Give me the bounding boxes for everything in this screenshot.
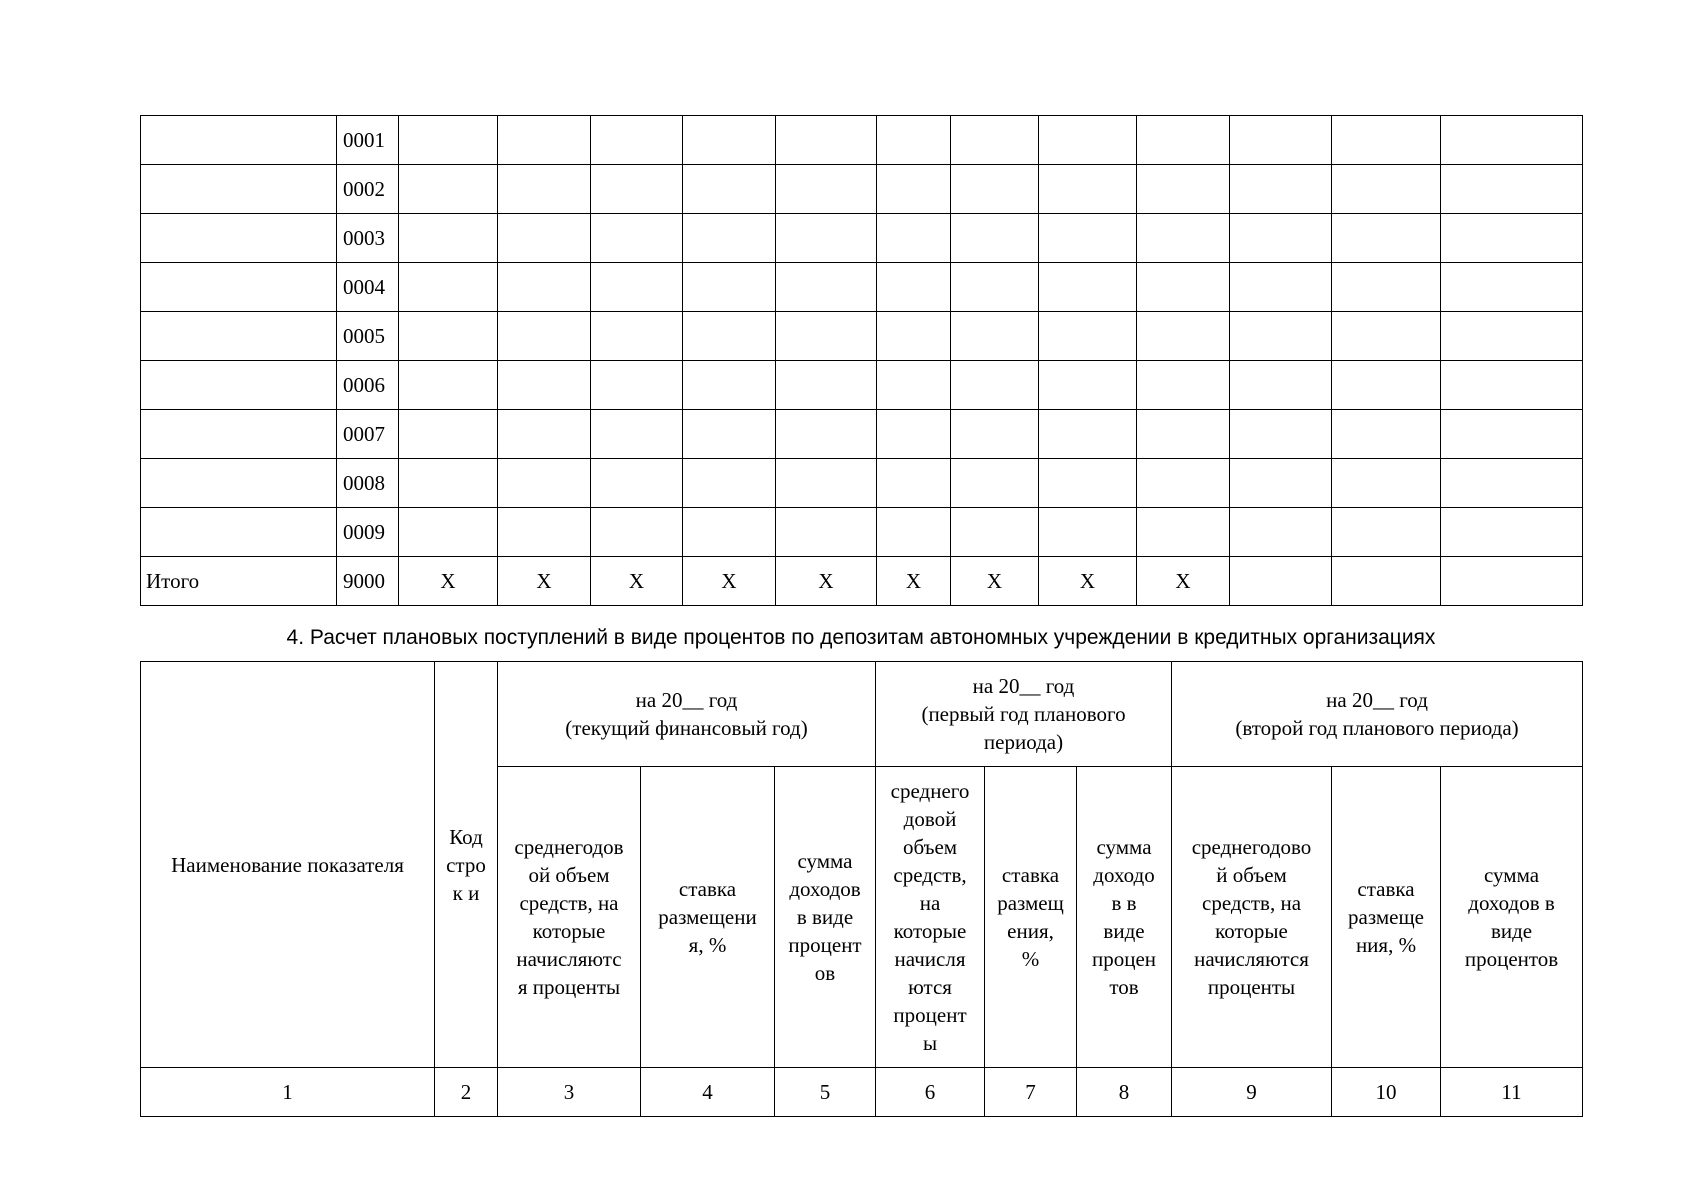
data-cell — [1137, 263, 1230, 312]
total-x-mark: Х — [399, 557, 498, 606]
deposit-interest-table — [140, 661, 1583, 1117]
data-cell — [951, 312, 1039, 361]
subheader-average-volume: среднегодов ой объем средств, на которые начисляютс я проценты — [498, 767, 641, 1068]
data-cell — [776, 410, 877, 459]
data-cell — [399, 312, 498, 361]
column-number: 6 — [876, 1068, 985, 1117]
data-cell — [951, 116, 1039, 165]
data-cell — [1441, 312, 1583, 361]
data-cell — [1332, 165, 1441, 214]
row-code-cell: 9000 — [337, 557, 399, 606]
column-number: 2 — [435, 1068, 498, 1117]
row-name-cell — [141, 508, 337, 557]
data-cell — [498, 263, 591, 312]
row-code-cell: 0004 — [337, 263, 399, 312]
column-number: 4 — [641, 1068, 775, 1117]
subheader-income-sum: сумма доходов в виде процентов — [1441, 767, 1583, 1068]
row-name-cell — [141, 459, 337, 508]
data-cell — [776, 361, 877, 410]
data-cell — [498, 361, 591, 410]
data-cell — [399, 508, 498, 557]
data-cell — [776, 165, 877, 214]
column-number: 9 — [1172, 1068, 1332, 1117]
header-indicator-name: Наименование показателя — [141, 662, 435, 1068]
data-cell — [951, 459, 1039, 508]
data-cell — [877, 508, 951, 557]
data-cell — [683, 508, 776, 557]
column-number: 5 — [775, 1068, 876, 1117]
header-period-second-plan-year: на 20__ год (второй год планового периода) — [1172, 662, 1583, 767]
data-cell — [776, 312, 877, 361]
data-cell — [498, 508, 591, 557]
data-cell — [1039, 312, 1137, 361]
data-cell — [1039, 165, 1137, 214]
table-row — [141, 116, 1583, 165]
data-cell — [1441, 116, 1583, 165]
data-cell — [877, 263, 951, 312]
data-cell — [591, 263, 683, 312]
data-cell — [1039, 116, 1137, 165]
data-cell — [498, 116, 591, 165]
column-number: 11 — [1441, 1068, 1583, 1117]
data-cell — [683, 116, 776, 165]
data-cell — [591, 214, 683, 263]
data-cell — [951, 214, 1039, 263]
total-row — [141, 557, 1583, 606]
section-title: 4. Расчет плановых поступлений в виде процентов по депозитам автономных учреждении в кредитных организациях — [286, 626, 1436, 649]
data-cell — [683, 410, 776, 459]
total-x-mark: Х — [1039, 557, 1137, 606]
data-cell — [1230, 557, 1332, 606]
data-cell — [776, 459, 877, 508]
data-cell — [1230, 165, 1332, 214]
data-cell — [1039, 361, 1137, 410]
data-cell — [1137, 214, 1230, 263]
data-cell — [951, 165, 1039, 214]
total-x-mark: Х — [1137, 557, 1230, 606]
data-cell — [498, 165, 591, 214]
income-table-top — [140, 115, 1583, 606]
data-cell — [776, 116, 877, 165]
row-code-cell: 0005 — [337, 312, 399, 361]
data-cell — [1230, 263, 1332, 312]
data-cell — [399, 410, 498, 459]
data-cell — [1137, 361, 1230, 410]
row-name-cell — [141, 214, 337, 263]
total-x-mark: Х — [498, 557, 591, 606]
data-cell — [1230, 361, 1332, 410]
subheader-rate: ставка размещ ения, % — [985, 767, 1077, 1068]
data-cell — [1137, 459, 1230, 508]
data-cell — [498, 214, 591, 263]
subheader-average-volume: среднего довой объем средств, на которые начисля ются процент ы — [876, 767, 985, 1068]
table-row — [141, 214, 1583, 263]
row-name-cell — [141, 312, 337, 361]
data-cell — [1039, 214, 1137, 263]
data-cell — [683, 263, 776, 312]
data-cell — [1137, 312, 1230, 361]
data-cell — [498, 410, 591, 459]
subheader-income-sum: сумма доходо в в виде процен тов — [1077, 767, 1172, 1068]
row-code-cell: 0008 — [337, 459, 399, 508]
data-cell — [399, 165, 498, 214]
total-x-mark: Х — [591, 557, 683, 606]
data-cell — [1230, 312, 1332, 361]
data-cell — [1332, 361, 1441, 410]
data-cell — [776, 214, 877, 263]
data-cell — [1441, 165, 1583, 214]
data-cell — [683, 214, 776, 263]
header-row-code: Код стро к и — [435, 662, 498, 1068]
data-cell — [1137, 116, 1230, 165]
data-cell — [1441, 459, 1583, 508]
column-number: 1 — [141, 1068, 435, 1117]
subheader-rate: ставка размеще ния, % — [1332, 767, 1441, 1068]
header-period-first-plan-year: на 20__ год (первый год планового периода) — [876, 662, 1172, 767]
data-cell — [1332, 459, 1441, 508]
data-cell — [1332, 508, 1441, 557]
data-cell — [399, 263, 498, 312]
data-cell — [877, 214, 951, 263]
table-row — [141, 459, 1583, 508]
data-cell — [1332, 410, 1441, 459]
data-cell — [1039, 263, 1137, 312]
data-cell — [1332, 312, 1441, 361]
data-cell — [877, 410, 951, 459]
row-code-cell: 0002 — [337, 165, 399, 214]
data-cell — [1332, 263, 1441, 312]
data-cell — [877, 312, 951, 361]
row-name-cell — [141, 410, 337, 459]
data-cell — [1230, 214, 1332, 263]
data-cell — [399, 459, 498, 508]
data-cell — [1039, 410, 1137, 459]
table-row — [141, 508, 1583, 557]
data-cell — [1332, 214, 1441, 263]
row-code-cell: 0007 — [337, 410, 399, 459]
data-cell — [1441, 508, 1583, 557]
table-row — [141, 312, 1583, 361]
data-cell — [1332, 116, 1441, 165]
data-cell — [1230, 410, 1332, 459]
row-code-cell: 0009 — [337, 508, 399, 557]
total-x-mark: Х — [877, 557, 951, 606]
row-code-cell: 0006 — [337, 361, 399, 410]
data-cell — [591, 459, 683, 508]
row-name-cell — [141, 263, 337, 312]
total-x-mark: Х — [776, 557, 877, 606]
data-cell — [1332, 557, 1441, 606]
data-cell — [399, 361, 498, 410]
data-cell — [1137, 165, 1230, 214]
data-cell — [1039, 459, 1137, 508]
data-cell — [877, 116, 951, 165]
data-cell — [877, 165, 951, 214]
data-cell — [1230, 459, 1332, 508]
row-code-cell: 0003 — [337, 214, 399, 263]
data-cell — [591, 410, 683, 459]
data-cell — [591, 508, 683, 557]
row-name-cell — [141, 165, 337, 214]
data-cell — [1230, 116, 1332, 165]
column-number: 10 — [1332, 1068, 1441, 1117]
data-cell — [877, 361, 951, 410]
data-cell — [591, 165, 683, 214]
table-row — [141, 361, 1583, 410]
total-x-mark: Х — [683, 557, 776, 606]
data-cell — [1441, 557, 1583, 606]
data-cell — [1441, 361, 1583, 410]
data-cell — [1441, 410, 1583, 459]
table-row — [141, 165, 1583, 214]
header-period-current-year: на 20__ год (текущий финансовый год) — [498, 662, 876, 767]
total-label: Итого — [141, 557, 337, 606]
data-cell — [1230, 508, 1332, 557]
data-cell — [683, 312, 776, 361]
data-cell — [683, 165, 776, 214]
table-row — [141, 263, 1583, 312]
subheader-average-volume: среднегодово й объем средств, на которые начисляются проценты — [1172, 767, 1332, 1068]
column-number: 7 — [985, 1068, 1077, 1117]
data-cell — [498, 312, 591, 361]
data-cell — [683, 459, 776, 508]
data-cell — [776, 508, 877, 557]
data-cell — [951, 263, 1039, 312]
row-name-cell — [141, 116, 337, 165]
data-cell — [498, 459, 591, 508]
data-cell — [591, 116, 683, 165]
data-cell — [951, 361, 1039, 410]
column-number: 8 — [1077, 1068, 1172, 1117]
subheader-rate: ставка размещени я, % — [641, 767, 775, 1068]
data-cell — [877, 459, 951, 508]
data-cell — [776, 263, 877, 312]
data-cell — [399, 116, 498, 165]
data-cell — [683, 361, 776, 410]
data-cell — [591, 361, 683, 410]
table-row — [141, 410, 1583, 459]
data-cell — [951, 410, 1039, 459]
subheader-income-sum: сумма доходов в виде процент ов — [775, 767, 876, 1068]
row-name-cell — [141, 361, 337, 410]
data-cell — [591, 312, 683, 361]
row-code-cell: 0001 — [337, 116, 399, 165]
data-cell — [1137, 508, 1230, 557]
data-cell — [1039, 508, 1137, 557]
total-x-mark: Х — [951, 557, 1039, 606]
data-cell — [1137, 410, 1230, 459]
column-number: 3 — [498, 1068, 641, 1117]
data-cell — [951, 508, 1039, 557]
data-cell — [399, 214, 498, 263]
data-cell — [1441, 214, 1583, 263]
data-cell — [1441, 263, 1583, 312]
